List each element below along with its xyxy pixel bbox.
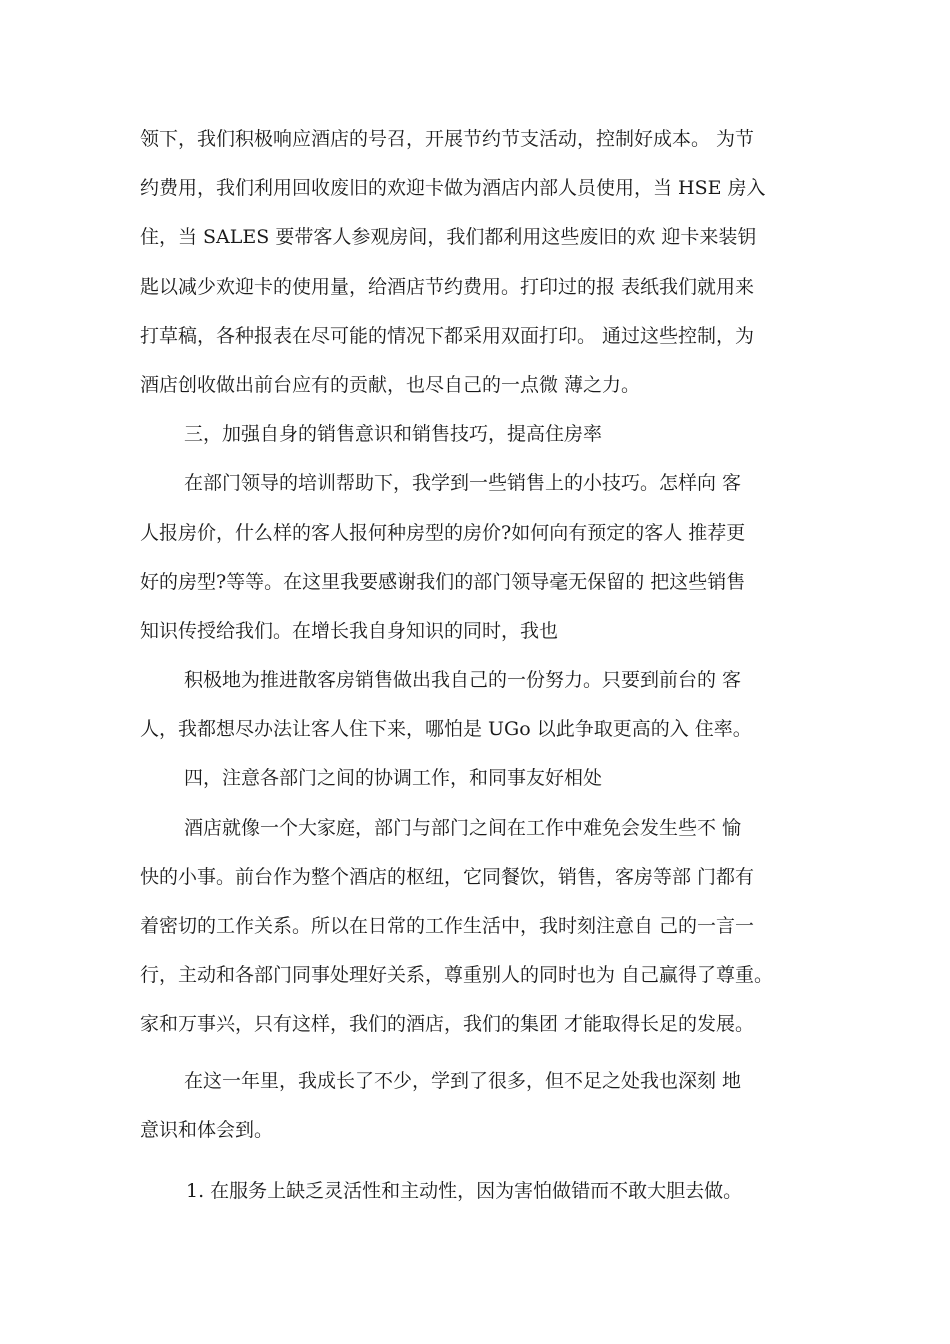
paragraph-line: 约费用，我们利用回收废旧的欢迎卡做为酒店内部人员使用，当 HSE 房入 — [140, 177, 766, 200]
paragraph-line: 匙以减少欢迎卡的使用量，给酒店节约费用。打印过的报 表纸我们就用来 — [140, 275, 755, 298]
paragraph-line: 家和万事兴，只有这样，我们的酒店，我们的集团 才能取得长足的发展。 — [140, 1013, 755, 1036]
paragraph-line: 意识和体会到。 — [140, 1118, 274, 1141]
paragraph-line: 行，主动和各部门同事处理好关系，尊重别人的同时也为 自己赢得了尊重。 — [140, 964, 774, 987]
paragraph-line: 在部门领导的培训帮助下，我学到一些销售上的小技巧。怎样向 客 — [184, 472, 742, 495]
paragraph-line: 领下，我们积极响应酒店的号召，开展节约节支活动，控制好成本。 为节 — [140, 128, 755, 150]
paragraph-line: 人，我都想尽办法让客人住下来，哪怕是 UGo 以此争取更高的入 住率。 — [140, 718, 752, 741]
paragraph-line: 快的小事。前台作为整个酒店的枢纽，它同餐饮，销售，客房等部 门都有 — [140, 865, 755, 888]
paragraph-line: 知识传授给我们。在增长我自身知识的同时，我也 — [140, 619, 559, 642]
paragraph-line: 酒店就像一个大家庭，部门与部门之间在工作中难免会发生些不 愉 — [184, 816, 742, 839]
paragraph-line: 在这一年里，我成长了不少，学到了很多，但不足之处我也深刻 地 — [184, 1069, 742, 1092]
paragraph-line: 住，当 SALES 要带客人参观房间，我们都利用这些废旧的欢 迎卡来装钥 — [140, 226, 757, 249]
paragraph-line: 酒店创收做出前台应有的贡献，也尽自己的一点微 薄之力。 — [140, 373, 641, 396]
section-heading: 三，加强自身的销售意识和销售技巧，提高住房率 — [184, 423, 603, 446]
paragraph-line: 打草稿，各种报表在尽可能的情况下都采用双面打印。 通过这些控制，为 — [140, 324, 755, 347]
paragraph-line: 人报房价，什么样的客人报何种房型的房价?如何向有预定的客人 推荐更 — [140, 521, 746, 544]
paragraph-line: 积极地为推进散客房销售做出我自己的一份努力。只要到前台的 客 — [184, 669, 742, 692]
paragraph-line: 好的房型?等等。在这里我要感谢我们的部门领导毫无保留的 把这些销售 — [140, 570, 746, 593]
paragraph-line: 着密切的工作关系。所以在日常的工作生活中，我时刻注意自 己的一言一 — [140, 915, 755, 937]
section-heading: 四，注意各部门之间的协调工作，和同事友好相处 — [184, 767, 603, 790]
list-item: 1. 在服务上缺乏灵活性和主动性，因为害怕做错而不敢大胆去做。 — [186, 1179, 743, 1202]
document-body — [140, 115, 820, 1216]
